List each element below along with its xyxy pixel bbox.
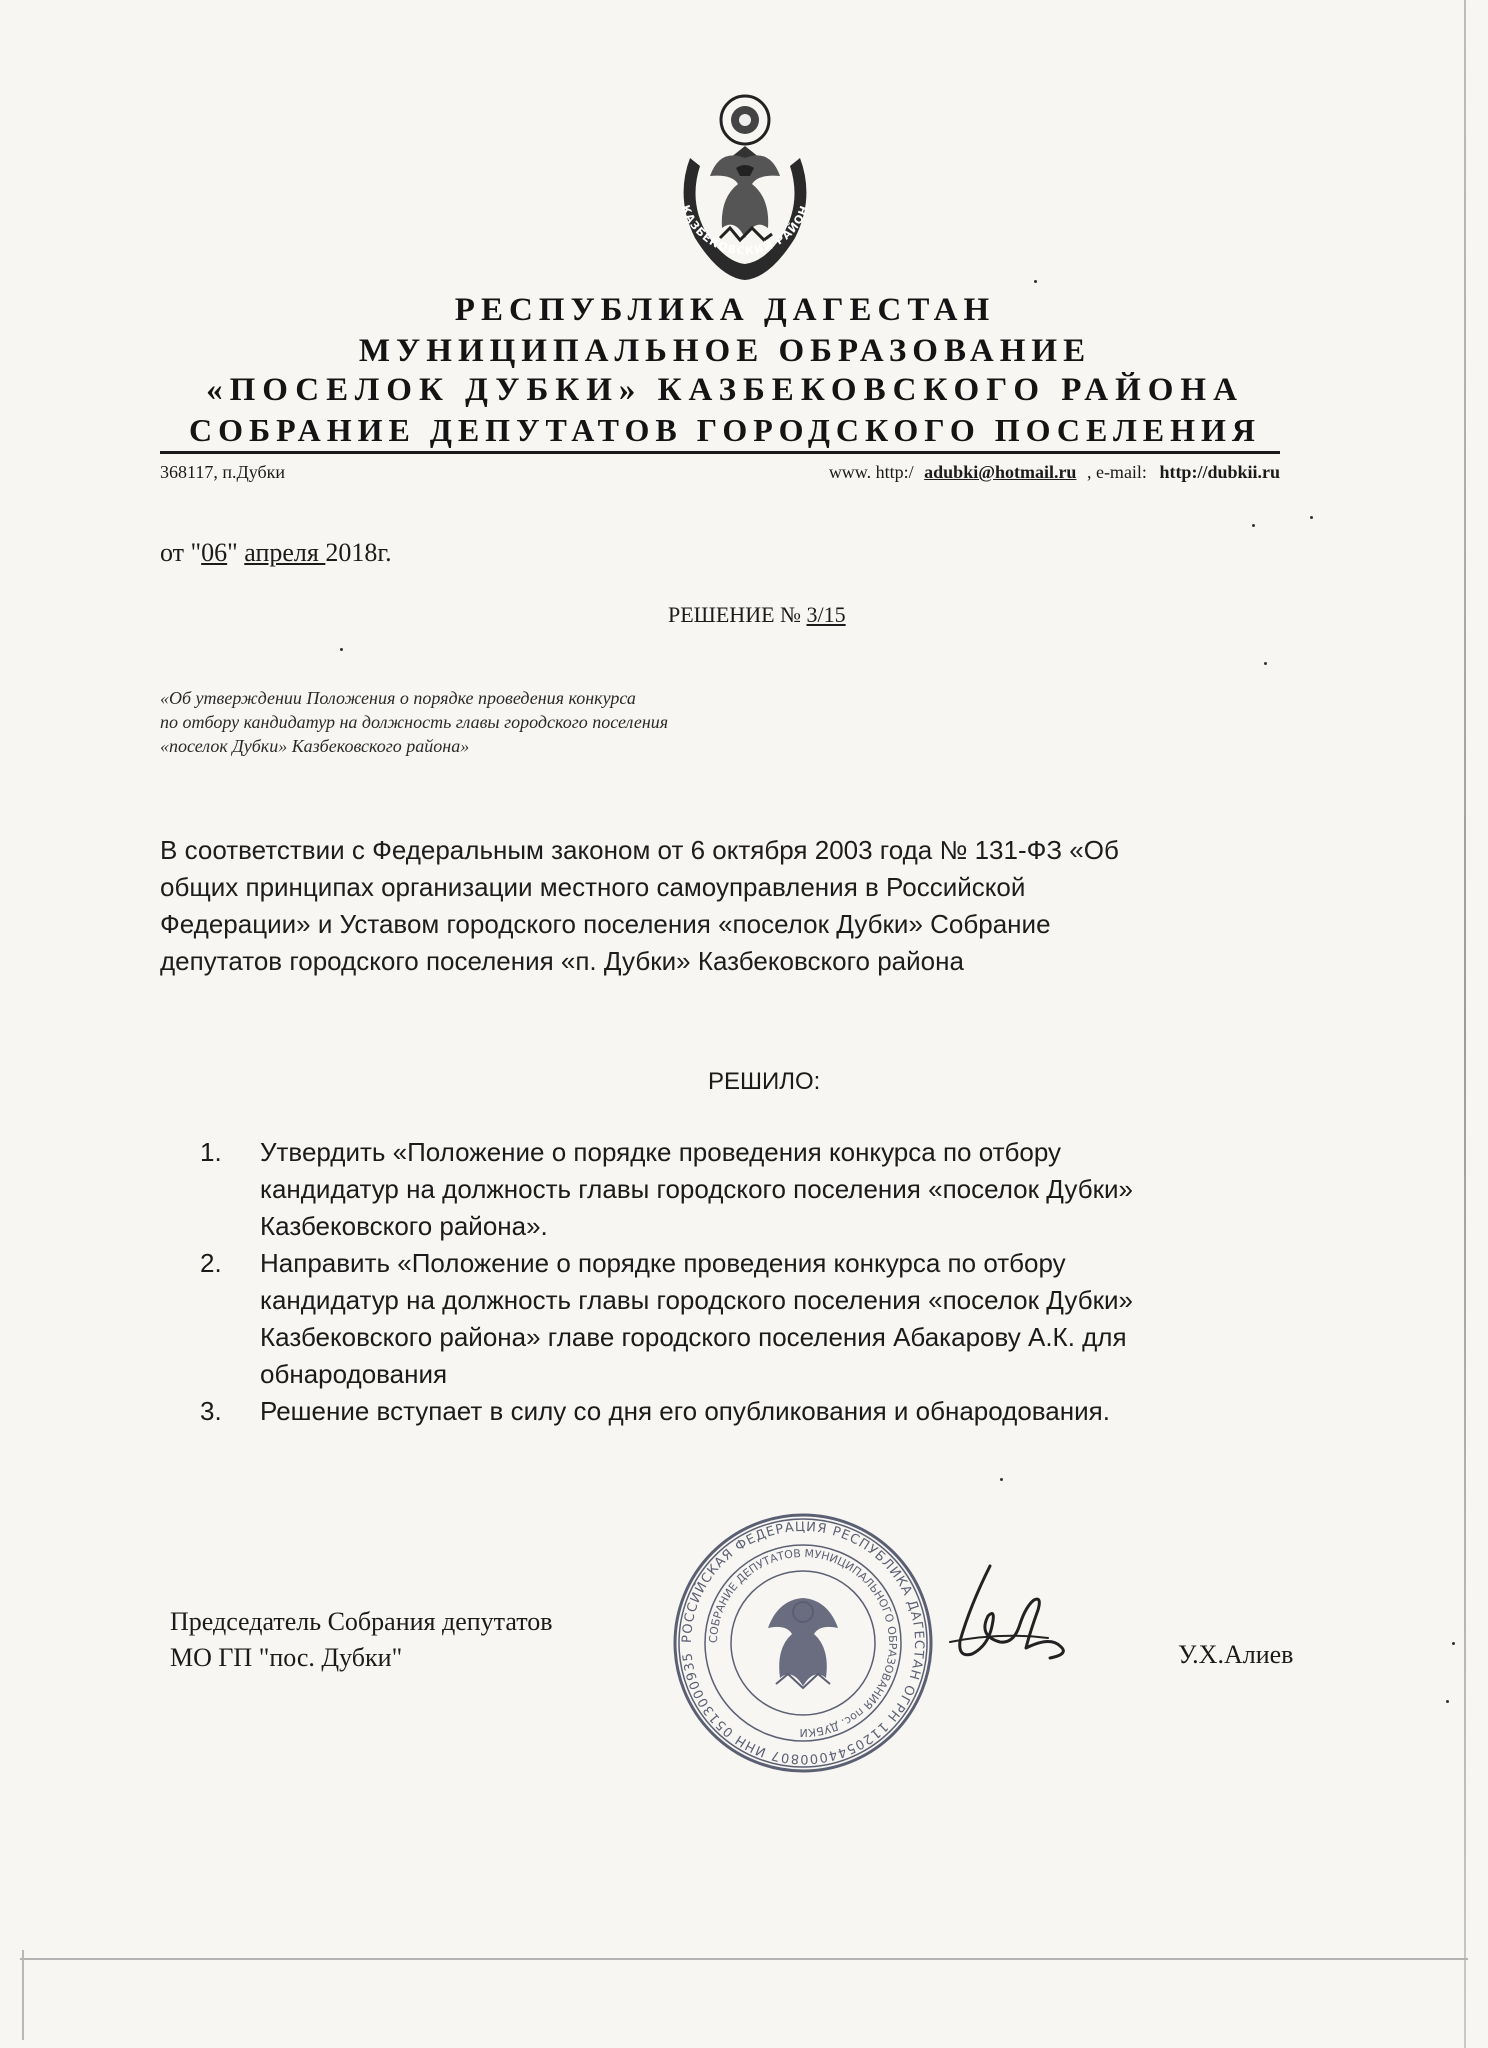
emblem-label: КАЗБЕКОВСКИЙ РАЙОН	[678, 203, 812, 258]
date-prefix: от "	[160, 538, 202, 567]
document-date	[160, 538, 392, 568]
subject-line: «поселок Дубки» Казбековского района»	[160, 736, 470, 756]
item-line: Казбековского района».	[260, 1211, 548, 1241]
decision-items	[200, 1134, 1290, 1430]
header-rule	[160, 451, 1280, 454]
decision-number: 3/15	[806, 602, 846, 627]
decision-item	[200, 1134, 1290, 1245]
item-line: Направить «Положение о порядке проведения конкурса по отбору	[260, 1248, 1066, 1278]
scan-edge-right	[1464, 0, 1466, 2048]
decision-title	[668, 602, 846, 628]
subject-line: по отбору кандидатур на должность главы городского поселения	[160, 712, 669, 732]
signatory-title	[170, 1604, 553, 1676]
address: 368117, п.Дубки	[160, 462, 286, 482]
signatory-title-line: Председатель Собрания депутатов	[170, 1607, 553, 1636]
item-line: Казбековского района» главе городского поселения Абакарову А.К. для	[260, 1322, 1127, 1352]
item-line: кандидатур на должность главы городского поселения «поселок Дубки»	[260, 1285, 1133, 1315]
scan-speck	[1310, 516, 1313, 519]
handwritten-signature-icon	[930, 1546, 1090, 1676]
seal-inner-text: СОБРАНИЕ ДЕПУТАТОВ МУНИЦИПАЛЬНОГО ОБРАЗОВАНИЯ пос. ДУБКИ	[706, 1546, 900, 1740]
resolved-heading: РЕШИЛО:	[708, 1068, 821, 1095]
scan-speck	[1446, 1700, 1449, 1703]
site-link[interactable]: http://dubkii.ru	[1159, 462, 1280, 482]
item-line: обнародования	[260, 1359, 448, 1389]
decision-subject	[160, 686, 668, 758]
header-assembly: СОБРАНИЕ ДЕПУТАТОВ ГОРОДСКОГО ПОСЕЛЕНИЯ	[188, 412, 1262, 448]
seal-outer-text: РОССИЙСКАЯ ФЕДЕРАЦИЯ РЕСПУБЛИКА ДАГЕСТАН ОГРН 1120544000807 ИНН 0513000935	[679, 1519, 927, 1767]
email-prefix: , e-mail:	[1086, 462, 1147, 482]
signatory-title-line: МО ГП "пос. Дубки"	[170, 1643, 403, 1672]
signatory-name: У.Х.Алиев	[1178, 1640, 1294, 1669]
scan-speck	[1000, 1478, 1003, 1481]
subject-line: «Об утверждении Положения о порядке проведения конкурса	[160, 688, 636, 708]
preamble-line: Федерации» и Уставом городского поселения «поселок Дубки» Собрание	[160, 909, 1051, 939]
header-municipality: МУНИЦИПАЛЬНОЕ ОБРАЗОВАНИЕ	[358, 333, 1092, 369]
decision-label: РЕШЕНИЕ №	[668, 602, 807, 627]
header-settlement: «ПОСЕЛОК ДУБКИ» КАЗБЕКОВСКОГО РАЙОНА	[206, 372, 1244, 408]
scan-speck	[1252, 524, 1255, 527]
item-line: Утвердить «Положение о порядке проведения конкурса по отбору	[260, 1137, 1062, 1167]
decision-item	[200, 1245, 1290, 1393]
date-day: 06	[201, 538, 228, 567]
date-year: 2018г.	[325, 538, 392, 567]
preamble	[160, 832, 1300, 980]
scan-edge-bottom	[20, 1958, 1468, 1960]
preamble-line: В соответствии с Федеральным законом от 6 октября 2003 года № 131-ФЗ «Об	[160, 835, 1119, 865]
item-number: 2.	[200, 1248, 222, 1278]
scan-speck	[1452, 1642, 1455, 1645]
preamble-line: депутатов городского поселения «п. Дубки» Казбековского района	[160, 946, 964, 976]
decision-item	[200, 1393, 1290, 1430]
web-prefix: www. http:/	[828, 462, 914, 482]
scan-speck	[1264, 662, 1267, 665]
scan-speck	[340, 648, 343, 651]
scan-edge-left	[22, 1950, 24, 2040]
district-emblem-icon	[660, 88, 830, 288]
item-line: Решение вступает в силу со дня его опубликования и обнародования.	[260, 1396, 1110, 1426]
item-line: кандидатур на должность главы городского поселения «поселок Дубки»	[260, 1174, 1133, 1204]
web-contacts	[829, 462, 1280, 483]
date-month: апреля	[244, 538, 326, 567]
scan-speck	[1034, 280, 1037, 283]
item-number: 1.	[200, 1137, 222, 1167]
official-seal-icon	[668, 1508, 938, 1778]
date-mid: "	[227, 538, 245, 567]
preamble-line: общих принципах организации местного самоуправления в Российской	[160, 872, 1026, 902]
item-number: 3.	[200, 1396, 222, 1426]
email-link[interactable]: adubki@hotmail.ru	[924, 462, 1077, 482]
header-republic: РЕСПУБЛИКА ДАГЕСТАН	[454, 292, 996, 328]
